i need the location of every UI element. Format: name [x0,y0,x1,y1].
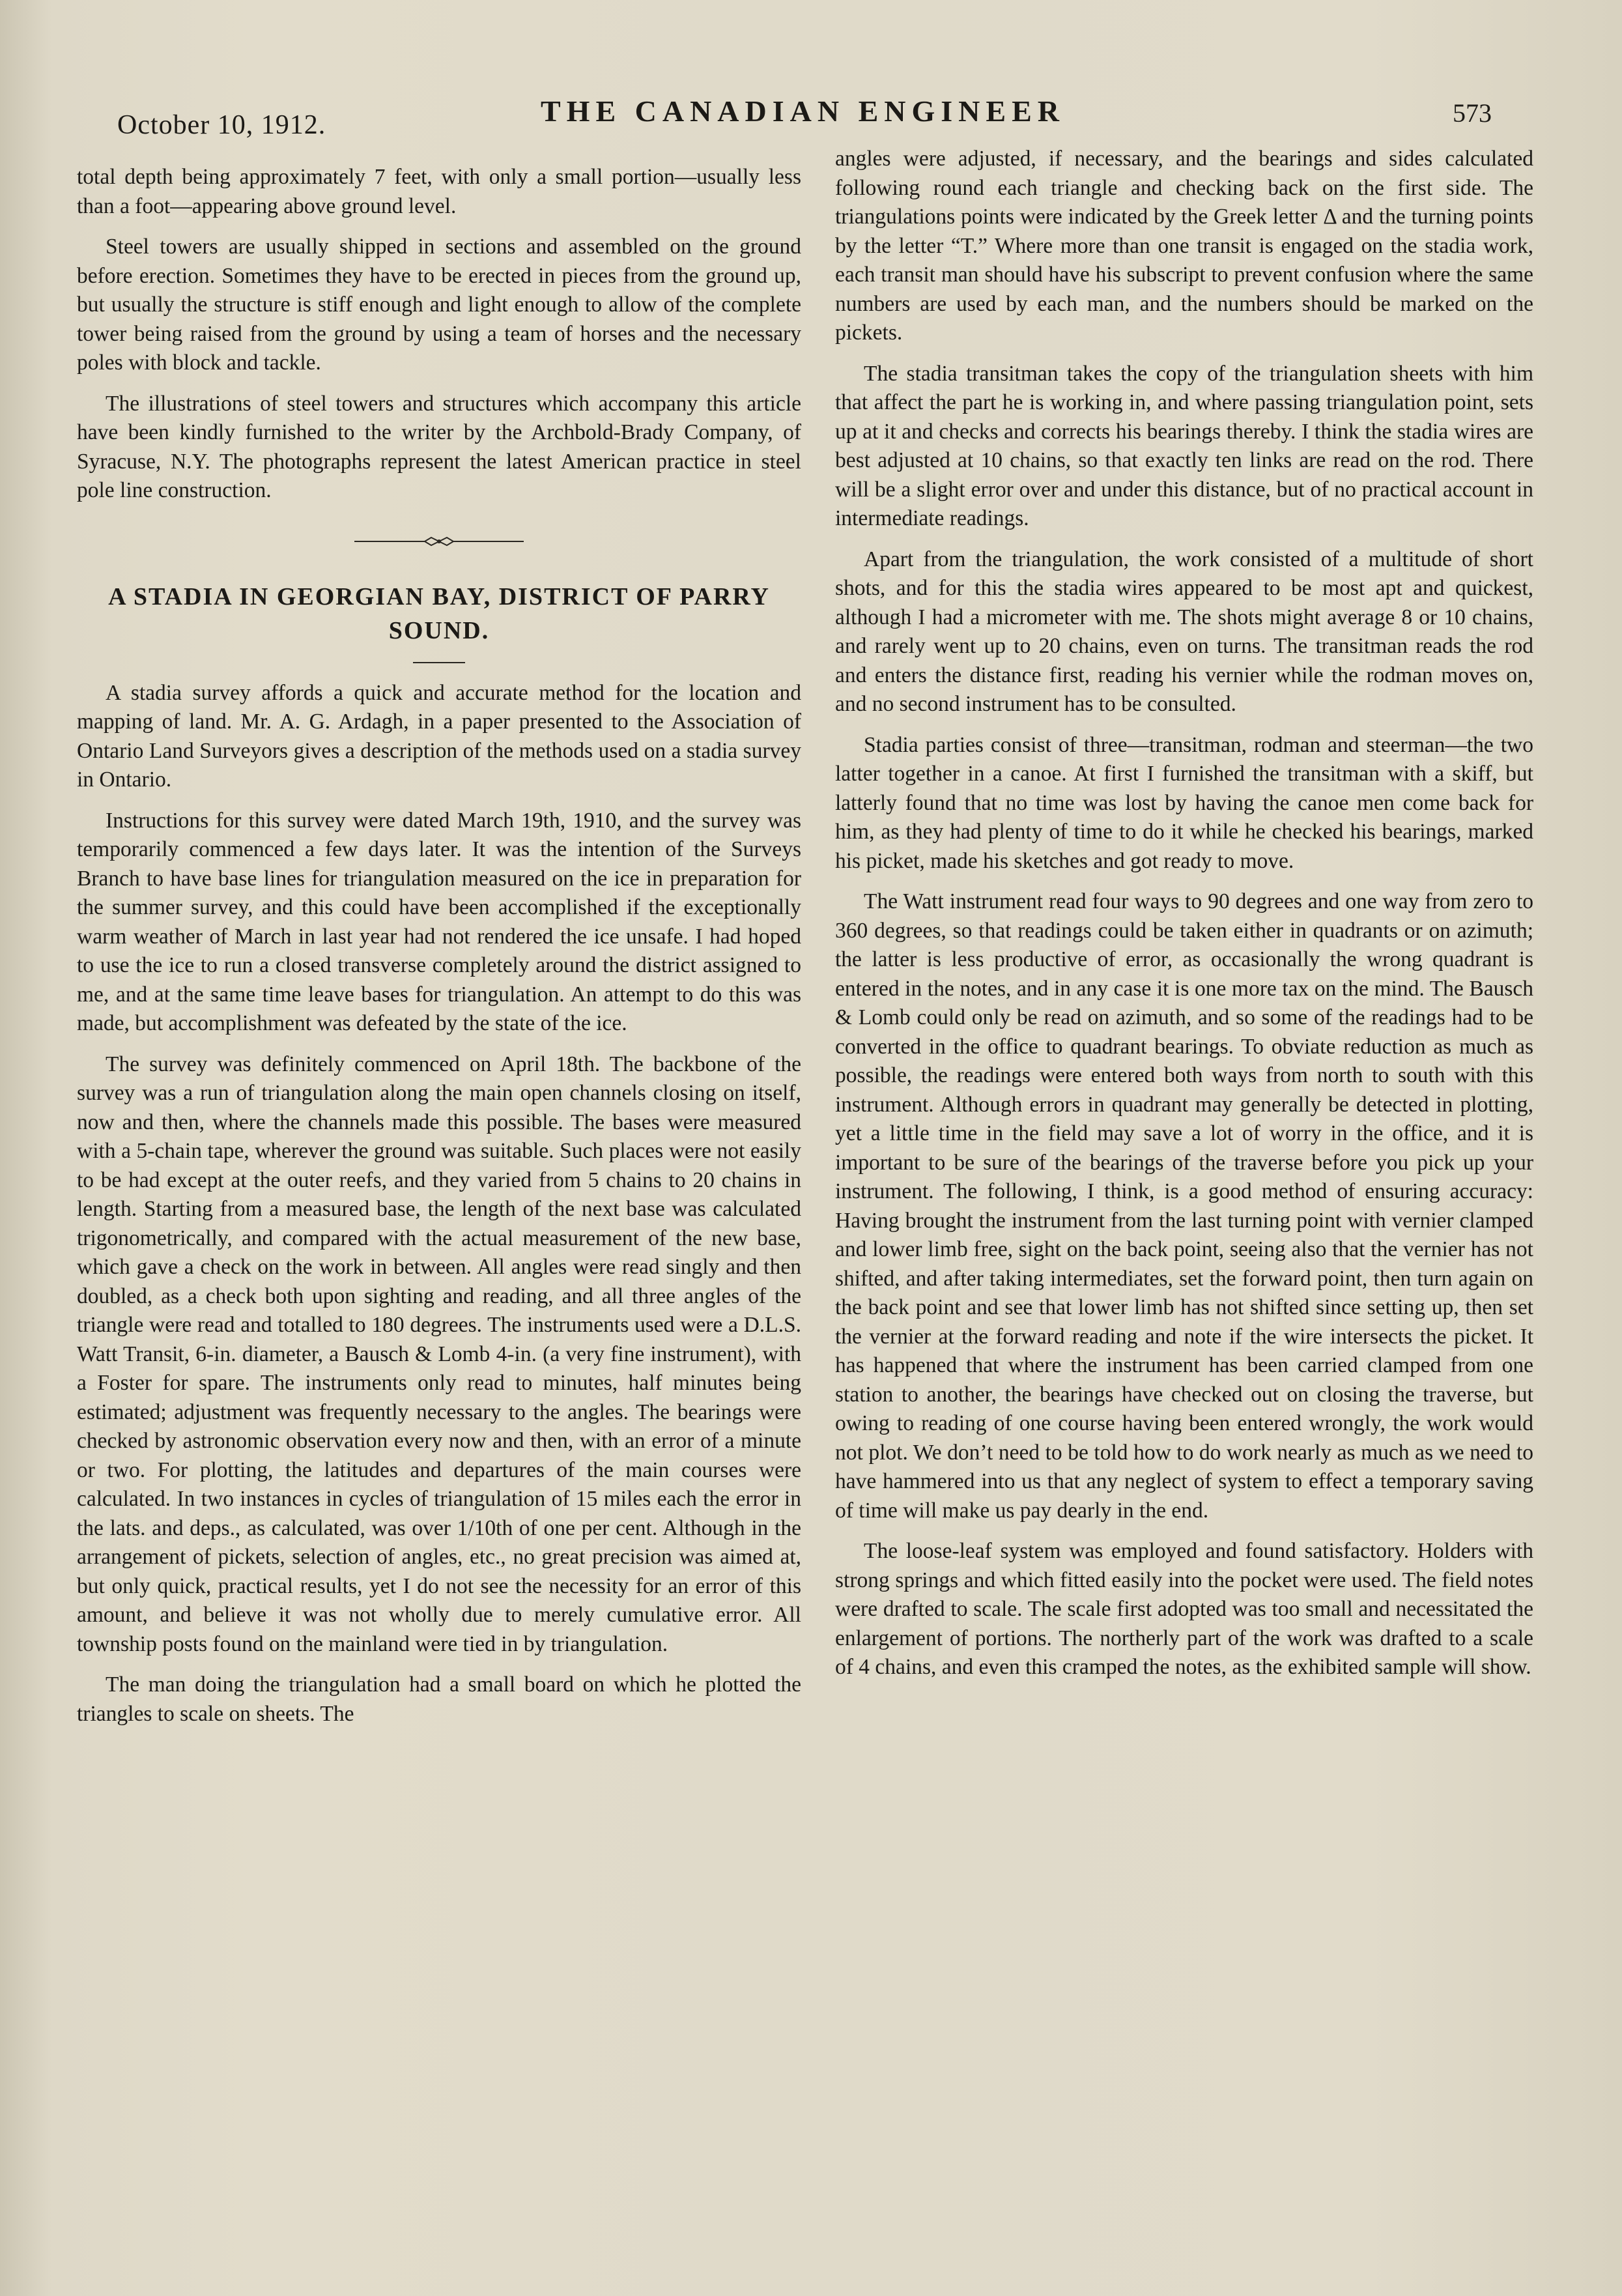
article-title: A STADIA IN GEORGIAN BAY, DISTRICT OF PARRY SOUND. [108,582,770,644]
body-paragraph: The stadia transitman takes the copy of the triangulation sheets with him that affect the part he is working in, and where passing triangulation point, sets up at it and checks and corrects his bearings thereby. I think the stadia wires are best adjusted at 10 chains, so that exactly ten links are read on the rod. There will be a slight error over and under this distance, but of no practical account in intermediate readings. [835,361,1533,530]
body-paragraph: Apart from the triangulation, the work consisted of a multitude of short shots, and for this the stadia wires appeared to be most apt and quickest, although I had a micrometer with me. The shots might average 8 or 10 chains, and rarely went up to 20 chains, even on turns. The transitman reads the rod and enters the distance first, reading his vernier while the rodman moves on, and no second instrument has to be consulted. [835,547,1533,716]
issue-date: October 10, 1912. [117,110,326,140]
running-header [117,93,1498,138]
section-divider-ornament [354,534,524,549]
page-number: 573 [1453,98,1492,128]
body-paragraph: The survey was definitely commenced on April 18th. The backbone of the survey was a run of triangulation along the main open channels closing on itself, now and then, where the channels made this possible. The bases were measured with a 5-chain tape, wherever the ground was suitable. Such places were not easily to be had except at the outer reefs, and they varied from 5 chains to 20 chains in length. Starting from a measured base, the length of the next base was calculated trigonometrically, and compared with the actual measurement of the new base, which gave a check on the work in between. All angles were read singly and then doubled, as a check both upon sighting and reading, and all three angles of the triangle were read and totalled to 180 degrees. The instruments used were a D.L.S. Watt Transit, 6-in. diameter, a Bausch & Lomb 4-in. (a very fine instrument), with a Foster for spare. The instruments only read to minutes, half minutes being estimated; adjustment was frequently necessary to the angles. The bearings were checked by astronomic observation every now and then, with an error of a minute or two. For plotting, the latitudes and departures of the main courses were calculated. In two instances in cycles of triangulation of 15 miles each the error in the lats. and deps., as calculated, was over 1/10th of one per cent. Although in the arrangement of pickets, selection of angles, etc., no great precision was aimed at, but only quick, practical results, yet I do not see the necessity for an error of this amount, and believe it was not wholly due to merely cumulative error. All township posts found on the mainland were tied in by triangulation. [77,1052,801,1656]
journal-title: THE CANADIAN ENGINEER [541,94,1065,128]
body-paragraph: The Watt instrument read four ways to 90 degrees and one way from zero to 360 degrees, so that readings could be taken either in quadrants or on azimuth; the latter is less productive of error, as occasionally the wrong quadrant is entered in the notes, and in any case it is one more tax on the mind. The Bausch & Lomb could only be read on azimuth, and so some of the readings had to be converted in the office to quadrant bearings. To obviate reduction as much as possible, the readings were entered both ways from north to south with this instrument. Although errors in quadrant may generally be detected in plotting, yet a little time in the field may save a lot of worry in the office, and it is important to be sure of the bearings of the traverse before you pick up your instrument. The following, I think, is a good method of ensuring accuracy: Having brought the instrument from the last turning point with vernier clamped and lower limb free, sight on the back point, seeing also that the vernier has not shifted, and after taking intermediates, set the forward point, then turn again on the back point and see that lower limb has not shifted since setting up, then set the vernier at the forward reading and note if the wire intersects the picket. It has happened that where the instrument has been carried clamped from one station to another, the bearings have checked out on closing the traverse, but owing to reading of one course having been entered wrongly, the work would not plot. We don’t need to be told how to do work nearly as much as we need to have hammered into us that any neglect of system to effect a temporary saving of time will make us pay dearly in the end. [835,889,1533,1523]
body-paragraph: The man doing the triangulation had a small board on which he plotted the triangles to scale on sheets. The [77,1672,801,1726]
body-paragraph: The illustrations of steel towers and structures which accompany this article have been kindly furnished to the writer by the Archbold-Brady Company, of Syracuse, N.Y. The photographs represent the latest American practice in steel pole line construction. [77,391,801,502]
body-paragraph: A stadia survey affords a quick and accurate method for the location and mapping of land. Mr. A. G. Ardagh, in a paper presented to the Association of Ontario Land Surveyors gives a description of the methods used on a stadia survey in Ontario. [77,680,801,792]
body-paragraph: The loose-leaf system was employed and found satisfactory. Holders with strong springs and which fitted easily into the pocket were used. The field notes were drafted to scale. The scale first adopted was too small and necessitated the enlargement of portions. The northerly part of the work was drafted to a scale of 4 chains, and even this cramped the notes, as the exhibited sample will show. [835,1539,1533,1679]
body-paragraph: Instructions for this survey were dated March 19th, 1910, and the survey was temporarily commenced a few days later. It was the intention of the Surveys Branch to have base lines for triangulation measured on the ice in preparation for the summer survey, and this could have been accomplished if the exceptionally warm weather of March in last year had not rendered the ice unsafe. I had hoped to use the ice to run a closed transverse completely around the district assigned to me, and at the same time leave bases for triangulation. An attempt to do this was made, but accomplishment was defeated by the state of the ice. [77,808,801,1035]
title-rule [413,662,465,663]
left-column [77,163,801,1740]
body-paragraph: Stadia parties consist of three—transitman, rodman and steerman—the two latter together in a canoe. At first I furnished the transitman with a skiff, but latterly found that no time was lost by having the canoe men come back for him, as they had plenty of time to do it while he checked his bearings, marked his picket, made his sketches and got ready to move. [835,732,1533,873]
body-paragraph: total depth being approximately 7 feet, with only a small portion—usually less than a foot—appearing above ground level. [77,165,801,218]
body-paragraph: angles were adjusted, if necessary, and the bearings and sides calculated following round each triangle and checking back on the first side. The triangulations points were indicated by the Greek letter Δ and the turning points by the letter “T.” Where more than one transit is engaged on the stadia work, each transit man should have his subscript to prevent confusion where the same numbers are used by each man, and the numbers should be marked on the pickets. [835,147,1533,345]
body-paragraph: Steel towers are usually shipped in sections and assembled on the ground before erection. Sometimes they have to be erected in pieces from the ground up, but usually the structure is stiff enough and light enough to allow of the complete tower being raised from the ground by using a team of horses and the necessary poles with block and tackle. [77,235,801,375]
right-column [835,145,1533,1694]
